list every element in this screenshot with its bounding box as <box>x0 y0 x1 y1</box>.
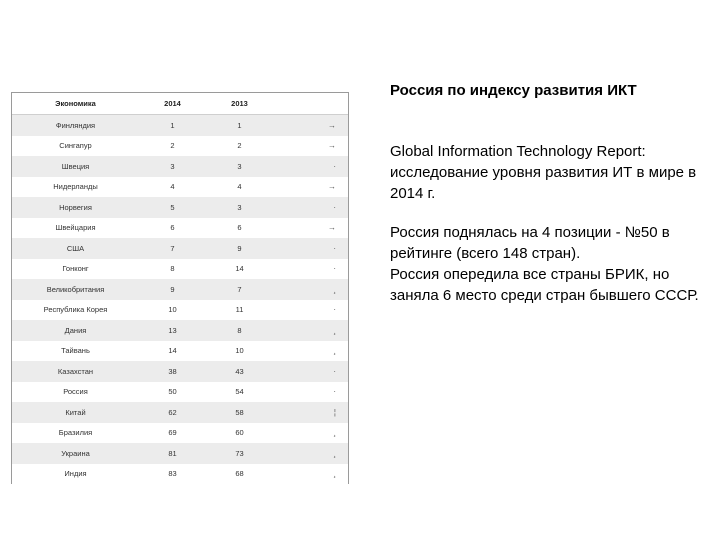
cell-rank-2014: 62 <box>139 402 206 423</box>
cell-country: Бразилия <box>12 423 139 444</box>
cell-rank-2014: 14 <box>139 341 206 362</box>
cell-rank-2014: 13 <box>139 320 206 341</box>
cell-trend: ¸ <box>273 464 348 485</box>
cell-rank-2013: 58 <box>206 402 273 423</box>
cell-country: Казахстан <box>12 361 139 382</box>
table-row <box>12 464 348 485</box>
cell-country: Россия <box>12 382 139 403</box>
cell-rank-2014: 3 <box>139 156 206 177</box>
table-row <box>12 238 348 259</box>
table-row <box>12 156 348 177</box>
cell-rank-2014: 7 <box>139 238 206 259</box>
cell-trend: · <box>273 382 348 403</box>
cell-trend: ¸ <box>273 423 348 444</box>
table-row <box>12 218 348 239</box>
cell-country: Норвегия <box>12 197 139 218</box>
table-row <box>12 279 348 300</box>
cell-country: Нидерланды <box>12 177 139 198</box>
cell-trend: · <box>273 238 348 259</box>
header-2014: 2014 <box>139 93 206 115</box>
cell-rank-2013: 43 <box>206 361 273 382</box>
cell-rank-2014: 5 <box>139 197 206 218</box>
cell-rank-2013: 10 <box>206 341 273 362</box>
table-row <box>12 259 348 280</box>
cell-trend: → <box>273 218 348 239</box>
cell-rank-2013: 9 <box>206 238 273 259</box>
cell-trend: ¸ <box>273 443 348 464</box>
table-header-row <box>12 93 348 115</box>
cell-rank-2013: 8 <box>206 320 273 341</box>
cell-trend: ¦ <box>273 402 348 423</box>
cell-rank-2013: 2 <box>206 136 273 157</box>
table-row <box>12 320 348 341</box>
russia-bric-text: Россия опередила все страны БРИК, но заняла 6 место среди стран бывшего СССР. <box>390 266 699 304</box>
russia-position-text: Россия поднялась на 4 позиции - №50 в рейтинге (всего 148 стран). <box>390 224 670 262</box>
cell-rank-2013: 4 <box>206 177 273 198</box>
cell-country: Швейцария <box>12 218 139 239</box>
table-row <box>12 341 348 362</box>
cell-country: Швеция <box>12 156 139 177</box>
cell-rank-2014: 38 <box>139 361 206 382</box>
cell-country: Индия <box>12 464 139 485</box>
cell-trend: → <box>273 115 348 136</box>
cell-trend: → <box>273 136 348 157</box>
cell-rank-2014: 83 <box>139 464 206 485</box>
cell-rank-2014: 6 <box>139 218 206 239</box>
header-trend <box>273 93 348 115</box>
table-row <box>12 402 348 423</box>
cell-trend: ¸ <box>273 320 348 341</box>
table-row <box>12 300 348 321</box>
cell-rank-2013: 7 <box>206 279 273 300</box>
cell-rank-2013: 3 <box>206 197 273 218</box>
cell-rank-2013: 1 <box>206 115 273 136</box>
ranking-table-image <box>11 92 349 484</box>
cell-country: Гонконг <box>12 259 139 280</box>
report-description: Global Information Technology Report: исследование уровня развития ИТ в мире в 2014 г. <box>390 143 697 202</box>
ranking-table <box>12 93 348 484</box>
table-row <box>12 423 348 444</box>
cell-rank-2013: 68 <box>206 464 273 485</box>
cell-country: США <box>12 238 139 259</box>
cell-rank-2014: 50 <box>139 382 206 403</box>
cell-rank-2013: 3 <box>206 156 273 177</box>
cell-trend: · <box>273 197 348 218</box>
cell-rank-2013: 6 <box>206 218 273 239</box>
cell-rank-2013: 73 <box>206 443 273 464</box>
cell-rank-2014: 8 <box>139 259 206 280</box>
table-body <box>12 115 348 485</box>
table-row <box>12 115 348 136</box>
table-row <box>12 443 348 464</box>
cell-trend: → <box>273 177 348 198</box>
cell-rank-2014: 9 <box>139 279 206 300</box>
cell-country: Тайвань <box>12 341 139 362</box>
cell-trend: · <box>273 361 348 382</box>
text-content <box>390 80 706 306</box>
cell-country: Финляндия <box>12 115 139 136</box>
cell-trend: · <box>273 259 348 280</box>
header-country: Экономика <box>12 93 139 115</box>
cell-rank-2013: 14 <box>206 259 273 280</box>
cell-rank-2014: 81 <box>139 443 206 464</box>
slide-title: Россия по индексу развития ИКТ <box>390 82 637 99</box>
table-row <box>12 382 348 403</box>
cell-rank-2014: 2 <box>139 136 206 157</box>
cell-trend: · <box>273 300 348 321</box>
cell-rank-2014: 10 <box>139 300 206 321</box>
cell-rank-2014: 1 <box>139 115 206 136</box>
cell-trend: · <box>273 156 348 177</box>
cell-rank-2014: 4 <box>139 177 206 198</box>
cell-country: Китай <box>12 402 139 423</box>
cell-country: Украина <box>12 443 139 464</box>
cell-country: Великобритания <box>12 279 139 300</box>
header-2013: 2013 <box>206 93 273 115</box>
table-row <box>12 361 348 382</box>
cell-country: Сингапур <box>12 136 139 157</box>
cell-rank-2013: 54 <box>206 382 273 403</box>
cell-trend: ¸ <box>273 341 348 362</box>
cell-country: Дания <box>12 320 139 341</box>
cell-rank-2014: 69 <box>139 423 206 444</box>
table-row <box>12 197 348 218</box>
table-row <box>12 177 348 198</box>
cell-rank-2013: 60 <box>206 423 273 444</box>
cell-country: Республика Корея <box>12 300 139 321</box>
cell-rank-2013: 11 <box>206 300 273 321</box>
cell-trend: ¸ <box>273 279 348 300</box>
table-row <box>12 136 348 157</box>
